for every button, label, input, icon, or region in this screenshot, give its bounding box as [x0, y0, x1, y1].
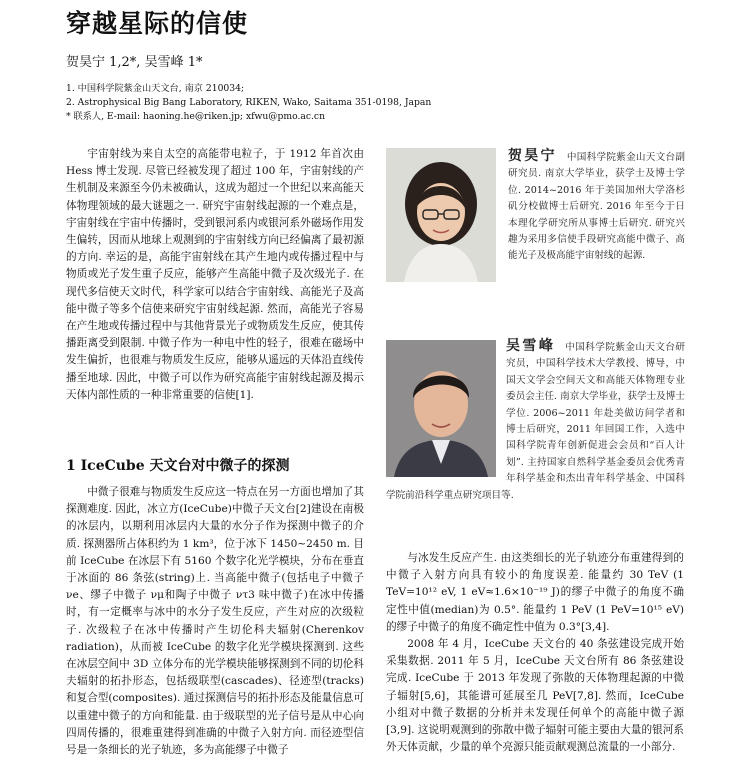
- right-column-body: [386, 550, 684, 756]
- bio-he-name: 贺昊宁: [508, 148, 557, 164]
- affiliation-2: 2. Astrophysical Big Bang Laboratory, RIKEN, Wako, Saitama 351-0198, Japan: [66, 97, 432, 108]
- section-1-body: [66, 484, 364, 759]
- affiliations: [66, 82, 431, 124]
- author-photo-he: [386, 148, 496, 282]
- author-photo-wu: [386, 340, 496, 477]
- bio-he: [508, 148, 685, 265]
- bio-wu-name: 吴雪峰: [506, 338, 556, 354]
- right-paragraph-2: 2008 年 4 月，IceCube 天文台的 40 条弦建设完成开始采集数据. 2011 年 5 月，IceCube 天文台所有 86 条弦建设完成. IceCube 于 2013 年发现了弥散的天体物理起源的中微子辐射[5,6]，其能谱可延展至几 PeV[7,8]. 然而，IceCube 小组对中微子数据的分析并未发现任何单个的高能中微子源[3,9]. 这说明观测到的弥散中微子辐射可能主要由大量的银河系外天体贡献，少量的单个亮源只能贡献观测总流量的一小部分.: [386, 638, 684, 754]
- bio-wu-text: 中国科学院紫金山天文台研究员，中国科学技术大学教授、博导，中国天文学会空间天文和高能天体物理专业委员会主任. 南京大学毕业，获学士及博士学位. 2006~2011 年赴美做访问学者和博士后研究，2011 年回国工作，入选中国科学院青年创新促进会会员和“百人计划”. 主持国家自然科学基金委员会优秀青年科学基金和杰出青年科学基金、中国科学院前沿科学重点研究项目等.: [386, 342, 686, 501]
- paper-title: 穿越星际的信使: [66, 9, 249, 38]
- affiliation-1: 1. 中国科学院紫金山天文台, 南京 210034;: [66, 83, 245, 94]
- bio-he-text: 中国科学院紫金山天文台副研究员. 南京大学毕业，获学士及博士学位. 2014~2016 年于美国加州大学洛杉矶分校做博士后研究. 2016 年至今于日本理化学研究所从事博士后研究. 研究兴趣为采用多信使手段研究高能中微子、高能光子及极高能宇宙射线的起源.: [508, 152, 686, 262]
- section-heading: 1 IceCube 天文台对中微子的探测: [66, 458, 290, 474]
- section-paragraph: 中微子很难与物质发生反应这一特点在另一方面也增加了其探测难度. 因此，冰立方(IceCube)中微子天文台[2]建设在南极的冰层内，以期利用冰层内大量的水分子作为探测中微子的介质. 探测器所占体积约为 1 km³，位于冰下 1450~2450 m. 目前 IceCube 在冰层下有 5160 个数字化光学模块，分布在垂直于冰面的 86 条弦(string)上. 当高能中微子(包括电子中微子 νe、缪子中微子 νμ和陶子中微子 ντ3 味中微子)在冰中传播时，有一定概率与冰中的水分子发生反应，产生对应的次级粒子. 次级粒子在冰中传播时产生切伦科夫辐射(Cherenkov radiation)，从而被 IceCube 的数字化光学模块探测到. 这些在冰层空间中 3D 立体分布的光学模块能够探测到不同的切伦科夫辐射的拓扑形态，包括级联型(cascades)、径迹型(tracks)和复合型(composites). 通过探测信号的拓扑形态及能量信息可以重建中微子的方向和能量. 由于级联型的光子信号是从中心向四周传播的，很难重建得到准确的中微子入射方向. 而径迹型信号是一条细长的光子轨迹，多为高能缪子中微子: [66, 486, 364, 757]
- intro-paragraph: 宇宙射线为来自太空的高能带电粒子，于 1912 年首次由 Hess 博士发现. 尽管已经被发现了超过 100 年，宇宙射线的产生机制及来源至今仍未被确认，这成为超过一个世纪以来高能天体物理领域的最大谜题之一. 研究宇宙射线起源的一个难点是，宇宙射线在宇宙中传播时，受到银河系内或银河系外磁场作用发生偏转，因而从地球上观测到的宇宙射线方向已经偏离了最初源的方向. 幸运的是，高能宇宙射线在其产生地内或传播过程中与物质或光子发生重子反应，能够产生高能中微子及次级光子. 在现代多信使天文时代，科学家可以结合宇宙射线、高能光子及高能中微子等多个信使来研究宇宙射线起源. 然而，高能光子容易在产生地或传播过程中与其他背景光子或物质发生反应，使其传播距离受到限制. 中微子作为一种电中性的轻子，很难在磁场中发生偏折，也很难与物质发生反应，能够从遥远的天体沿直线传播至地球. 因此，中微子可以作为研究高能宇宙射线起源及揭示天体内部性质的一种非常重要的信使[1].: [66, 148, 364, 401]
- right-paragraph-1: 与冰发生反应产生. 由这类细长的光子轨迹分布重建得到的中微子入射方向具有较小的角度误差. 能量约 30 TeV (1 TeV=10¹² eV, 1 eV≈1.6×10⁻¹⁹ J)的缪子中微子的角度不确定性中值(median)为 0.5°. 能量约 1 PeV (1 PeV=10¹⁵ eV)的缪子中微子的角度不确定性中值为 0.3°[3,4].: [386, 552, 684, 633]
- contact-email: * 联系人, E-mail: haoning.he@riken.jp; xfwu@pmo.ac.cn: [66, 111, 325, 122]
- author-line: 贺昊宁 1,2*, 吴雪峰 1*: [66, 55, 203, 70]
- intro-section: [66, 146, 364, 404]
